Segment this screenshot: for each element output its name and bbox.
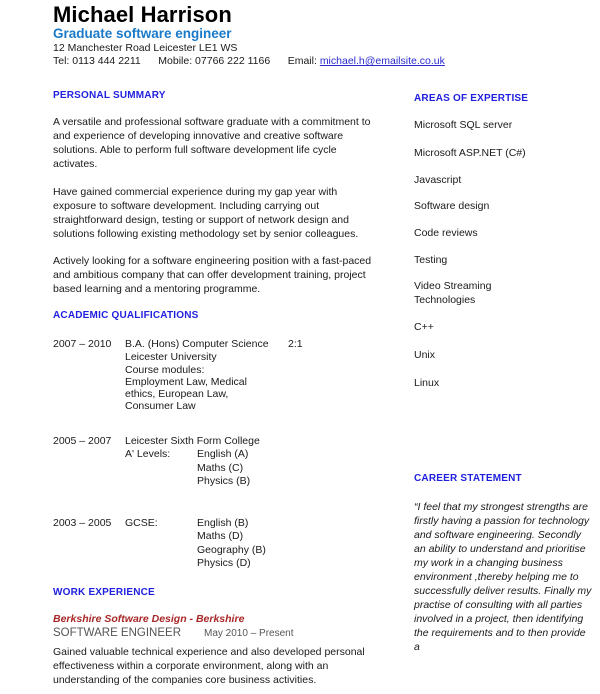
qual-detail: Consumer Law [125, 400, 196, 412]
expertise-item: Javascript [414, 174, 462, 186]
role-title: SOFTWARE ENGINEER [53, 627, 181, 639]
email-label: Email: [287, 55, 320, 67]
qual-subject: English (B) [197, 517, 249, 529]
role-dates: May 2010 – Present [204, 628, 294, 639]
expertise-item: Code reviews [414, 227, 478, 239]
qual-grade: 2:1 [288, 338, 303, 350]
email-link[interactable]: michael.h@emailsite.co.uk [319, 55, 445, 67]
work-experience-heading: WORK EXPERIENCE [53, 587, 155, 598]
qual-years: 2007 – 2010 [53, 338, 112, 350]
qual-detail: Course modules: [125, 364, 205, 376]
summary-paragraph: A versatile and professional software graduate with a commitment to and experience of developing innovative and creative software solutions. Able to perform full software development life cycle activates. [53, 116, 371, 170]
telephone: Tel: 0113 444 2211 [53, 55, 141, 67]
work-description: Gained valuable technical experience and also developed personal effectiveness within a corporate environment, along with an understanding of the companies core business activities. [53, 646, 365, 686]
candidate-name: Michael Harrison [53, 2, 232, 27]
qual-label: A' Levels: [125, 448, 171, 460]
expertise-item: Video Streaming Technologies [414, 280, 492, 306]
job-title: Graduate software engineer [53, 26, 232, 41]
company-name: Berkshire Software Design - Berkshire [53, 613, 245, 625]
qual-years: 2005 – 2007 [53, 435, 112, 447]
contact-line [53, 55, 445, 67]
summary-paragraph: Actively looking for a software engineering position with a fast-paced and ambitious company that can offer development training, project based learning and a mentoring programme. [53, 255, 372, 295]
qual-subject: Maths (D) [197, 530, 244, 542]
qual-subject: Geography (B) [197, 544, 266, 556]
expertise-item: C++ [414, 321, 434, 333]
qual-detail: ethics, European Law, [125, 388, 229, 400]
qual-subject: English (A) [197, 448, 249, 460]
mobile: Mobile: 07766 222 1166 [158, 55, 271, 67]
expertise-item: Unix [414, 349, 436, 361]
academic-heading: ACADEMIC QUALIFICATIONS [53, 310, 199, 321]
qual-title: Leicester Sixth Form College [125, 435, 260, 447]
expertise-heading: AREAS OF EXPERTISE [414, 93, 529, 104]
qual-detail: Employment Law, Medical [125, 376, 247, 388]
qual-subject: Maths (C) [197, 462, 244, 474]
expertise-item: Microsoft ASP.NET (C#) [414, 147, 526, 159]
expertise-item: Microsoft SQL server [414, 119, 513, 131]
qual-subject: Physics (B) [197, 475, 251, 487]
qual-years: 2003 – 2005 [53, 517, 112, 529]
expertise-item: Software design [414, 200, 490, 212]
address: 12 Manchester Road Leicester LE1 WS [53, 42, 238, 54]
qual-subject: Physics (D) [197, 557, 251, 569]
career-statement-heading: CAREER STATEMENT [414, 473, 522, 484]
qual-detail: Leicester University [125, 351, 217, 363]
expertise-item: Linux [414, 377, 440, 389]
personal-summary-heading: PERSONAL SUMMARY [53, 90, 166, 101]
expertise-item: Testing [414, 254, 448, 266]
summary-paragraph: Have gained commercial experience during my gap year with exposure to software development. Including carrying out straightforward design, testing or support of network design and solutions following existing methodology set by senior colleagues. [53, 186, 359, 240]
qual-label: GCSE: [125, 517, 158, 529]
career-statement-text: “I feel that my strongest strengths are firstly having a passion for technology and software engineering. Secondly an ability to understand and prioritise my work in a changing business environment ,thereby helping me to successfully deliver results. Finally my practise of consulting with all parties involved in a project, then identifying the requirements and to then provide a [414, 501, 592, 653]
qual-title: B.A. (Hons) Computer Science [125, 338, 269, 350]
